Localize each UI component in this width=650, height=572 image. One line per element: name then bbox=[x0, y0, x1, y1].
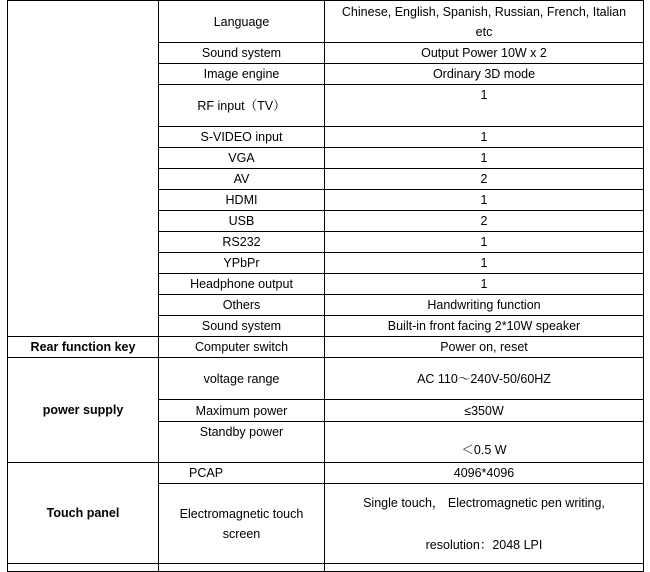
row-value: Handwriting function bbox=[325, 295, 644, 316]
row-value: Ordinary 3D mode bbox=[325, 64, 644, 85]
table-row bbox=[8, 463, 644, 484]
row-label: Computer switch bbox=[159, 337, 325, 358]
empty-cell bbox=[8, 564, 159, 572]
row-label: Headphone output bbox=[159, 274, 325, 295]
row-label: HDMI bbox=[159, 190, 325, 211]
table-row-partial bbox=[8, 564, 644, 572]
row-value: 1 bbox=[325, 253, 644, 274]
row-label: Sound system bbox=[159, 316, 325, 337]
category-rear-function-key: Rear function key bbox=[8, 337, 159, 358]
row-value: AC 110～240V-50/60HZ bbox=[325, 358, 644, 400]
row-label: PCAP bbox=[159, 463, 325, 484]
empty-cell bbox=[159, 564, 325, 572]
row-value: 1 bbox=[325, 127, 644, 148]
row-value: 4096*4096 bbox=[325, 463, 644, 484]
category-touch-panel: Touch panel bbox=[8, 463, 159, 564]
row-value: 1 bbox=[325, 85, 644, 127]
row-label: Language bbox=[159, 1, 325, 43]
row-value: Single touch， Electromagnetic pen writing, resolution：2048 LPI bbox=[325, 484, 644, 564]
row-label: Electromagnetic touch screen bbox=[159, 484, 325, 564]
row-label: Image engine bbox=[159, 64, 325, 85]
row-label: Maximum power bbox=[159, 400, 325, 422]
row-label: Others bbox=[159, 295, 325, 316]
table-row bbox=[8, 1, 644, 43]
category-cell-blank bbox=[8, 1, 159, 337]
row-value: Power on, reset bbox=[325, 337, 644, 358]
row-value: Built-in front facing 2*10W speaker bbox=[325, 316, 644, 337]
row-value: 2 bbox=[325, 169, 644, 190]
row-value: 2 bbox=[325, 211, 644, 232]
row-value: 1 bbox=[325, 190, 644, 211]
row-label: Sound system bbox=[159, 43, 325, 64]
row-value: ≤350W bbox=[325, 400, 644, 422]
row-label: voltage range bbox=[159, 358, 325, 400]
row-label: USB bbox=[159, 211, 325, 232]
row-label: YPbPr bbox=[159, 253, 325, 274]
empty-cell bbox=[325, 564, 644, 572]
row-label: S-VIDEO input bbox=[159, 127, 325, 148]
spec-table bbox=[7, 0, 644, 572]
row-label: Standby power bbox=[159, 422, 325, 463]
row-value: 1 bbox=[325, 274, 644, 295]
row-label: RF input（TV） bbox=[159, 85, 325, 127]
table-row bbox=[8, 358, 644, 400]
row-label: RS232 bbox=[159, 232, 325, 253]
row-value: Output Power 10W x 2 bbox=[325, 43, 644, 64]
row-value: ＜0.5 W bbox=[325, 422, 644, 463]
row-label: AV bbox=[159, 169, 325, 190]
table-row bbox=[8, 337, 644, 358]
category-power-supply: power supply bbox=[8, 358, 159, 463]
row-value: Chinese, English, Spanish, Russian, French, Italian etc bbox=[325, 1, 644, 43]
row-value: 1 bbox=[325, 148, 644, 169]
row-value: 1 bbox=[325, 232, 644, 253]
row-label: VGA bbox=[159, 148, 325, 169]
